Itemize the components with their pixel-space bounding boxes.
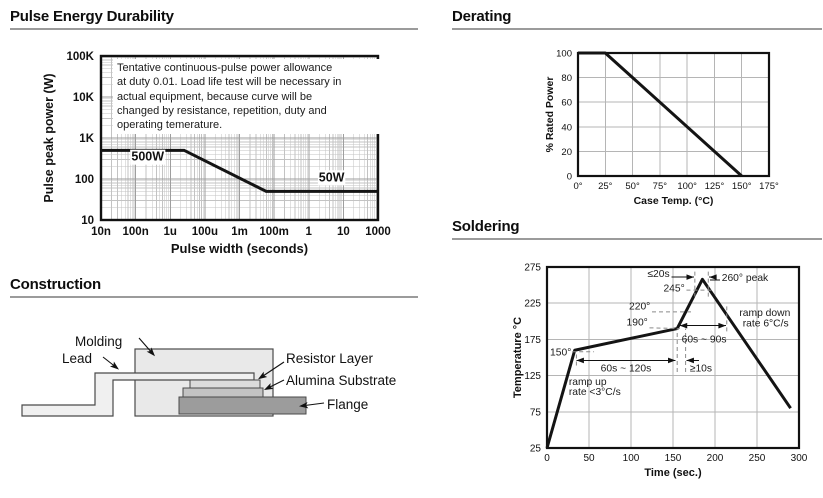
soldering-annotation-text: 150°	[550, 347, 572, 359]
pulse-x-axis-label: Pulse width (seconds)	[170, 241, 309, 256]
soldering-annotation-text: ramp up	[568, 377, 607, 389]
resistor-layer-shape	[190, 380, 260, 388]
derating-x-axis-label: Case Temp. (°C)	[633, 195, 714, 207]
pulse-x-tick: 100m	[259, 226, 289, 238]
soldering-annotation-text: rate 6°C/s	[742, 318, 789, 330]
construction-rule	[10, 296, 418, 298]
soldering-y-axis-label: Temperature °C	[512, 316, 524, 399]
flange-shape	[179, 397, 306, 414]
derating-x-tick: 50°	[625, 181, 640, 192]
alumina-substrate-label: Alumina Substrate	[286, 373, 397, 388]
note-line: operating temerature.	[117, 119, 223, 132]
construction-title: Construction	[10, 276, 101, 293]
derating-x-tick: 150°	[731, 181, 752, 192]
soldering-x-tick: 50	[583, 453, 595, 464]
soldering-annotation-text: 260° peak	[721, 272, 769, 284]
soldering-y-tick: 175	[524, 334, 541, 346]
derating-x-tick: 0°	[573, 181, 583, 192]
soldering-x-tick: 150	[664, 453, 682, 464]
pulse-y-tick: 1K	[79, 133, 94, 145]
construction-diagram	[0, 300, 430, 450]
pulse-x-tick: 1000	[365, 226, 391, 238]
pulse-y-tick: 100	[74, 174, 94, 186]
derating-y-tick: 40	[561, 122, 572, 134]
pulse-x-tick: 1u	[163, 226, 177, 238]
section-construction-header	[10, 276, 418, 298]
pulse-energy-rule	[10, 28, 418, 30]
section-pulse-energy-header	[10, 8, 418, 30]
soldering-x-tick: 0	[544, 453, 550, 464]
derating-y-tick: 80	[561, 73, 572, 85]
soldering-annotation-text: 220°	[629, 301, 651, 313]
alumina-substrate-shape	[183, 388, 263, 397]
soldering-x-axis-label: Time (sec.)	[644, 467, 702, 479]
pulse-x-tick: 100n	[122, 226, 149, 238]
soldering-annotations	[550, 269, 791, 398]
derating-x-tick: 100°	[677, 181, 697, 192]
soldering-y-tick: 25	[529, 443, 541, 455]
derating-x-tick: 175°	[759, 181, 779, 192]
pulse-chart-note	[113, 59, 387, 134]
soldering-curve	[547, 279, 791, 448]
soldering-x-tick: 100	[622, 453, 640, 464]
pulse-curve-label: 500W	[131, 149, 165, 164]
derating-y-axis-label: % Rated Power	[544, 76, 556, 153]
pulse-energy-title: Pulse Energy Durability	[10, 8, 174, 25]
pulse-y-axis-label: Pulse peak power (W)	[42, 73, 56, 203]
soldering-annotation-text: ramp down	[739, 308, 791, 320]
soldering-y-tick: 75	[529, 407, 541, 419]
pulse-y-tick: 10	[81, 215, 94, 227]
flange-label: Flange	[327, 397, 369, 412]
soldering-x-tick: 300	[790, 453, 808, 464]
soldering-rule	[452, 238, 822, 240]
note-line: at duty 0.01. Load life test will be necessary in	[117, 76, 342, 89]
soldering-title: Soldering	[452, 218, 520, 235]
soldering-annotation-text: ≥10s	[689, 363, 713, 375]
lead-label: Lead	[62, 351, 93, 366]
soldering-annotation-text: 190°	[626, 317, 648, 329]
pulse-y-tick: 100K	[66, 51, 94, 63]
note-line: Tentative continuous-pulse power allowance	[117, 62, 333, 74]
derating-chart	[533, 36, 823, 216]
soldering-annotation-text: 245°	[663, 283, 685, 295]
soldering-y-tick: 225	[524, 298, 541, 310]
molding-label: Molding	[75, 334, 123, 349]
resistor-layer-label: Resistor Layer	[286, 351, 374, 366]
derating-y-tick: 0	[566, 171, 572, 183]
soldering-x-tick: 250	[748, 453, 766, 464]
pulse-x-tick: 10	[336, 226, 350, 238]
section-derating-header	[452, 8, 822, 30]
derating-x-tick: 25°	[598, 181, 613, 192]
derating-x-tick: 125°	[704, 181, 725, 192]
soldering-annotation-text: 60s ~ 120s	[600, 363, 652, 375]
soldering-x-tick: 200	[706, 453, 724, 464]
soldering-chart	[495, 250, 823, 495]
note-line: actual equipment, because curve will be	[117, 90, 313, 103]
soldering-annotation-text: ≤20s	[647, 269, 670, 281]
soldering-annotation-text: 60s ~ 90s	[681, 334, 727, 346]
derating-y-tick: 60	[561, 97, 572, 109]
pulse-x-tick: 1	[305, 226, 312, 238]
derating-y-tick: 100	[556, 48, 572, 60]
section-soldering-header	[452, 218, 822, 240]
pulse-x-tick: 1m	[231, 226, 248, 238]
derating-x-tick: 75°	[652, 181, 668, 192]
soldering-y-tick: 275	[524, 262, 541, 274]
derating-title: Derating	[452, 8, 512, 25]
pulse-x-tick: 10n	[91, 226, 111, 238]
pulse-curve-label: 50W	[318, 170, 345, 185]
pulse-y-tick: 10K	[72, 92, 94, 104]
soldering-y-tick: 125	[524, 371, 541, 383]
note-line: changed by resistance, repetition, duty and	[117, 104, 327, 117]
derating-rule	[452, 28, 822, 30]
derating-y-tick: 20	[561, 146, 572, 158]
soldering-annotation-text: rate <3°C/s	[568, 387, 621, 399]
pulse-x-tick: 100u	[191, 226, 218, 238]
